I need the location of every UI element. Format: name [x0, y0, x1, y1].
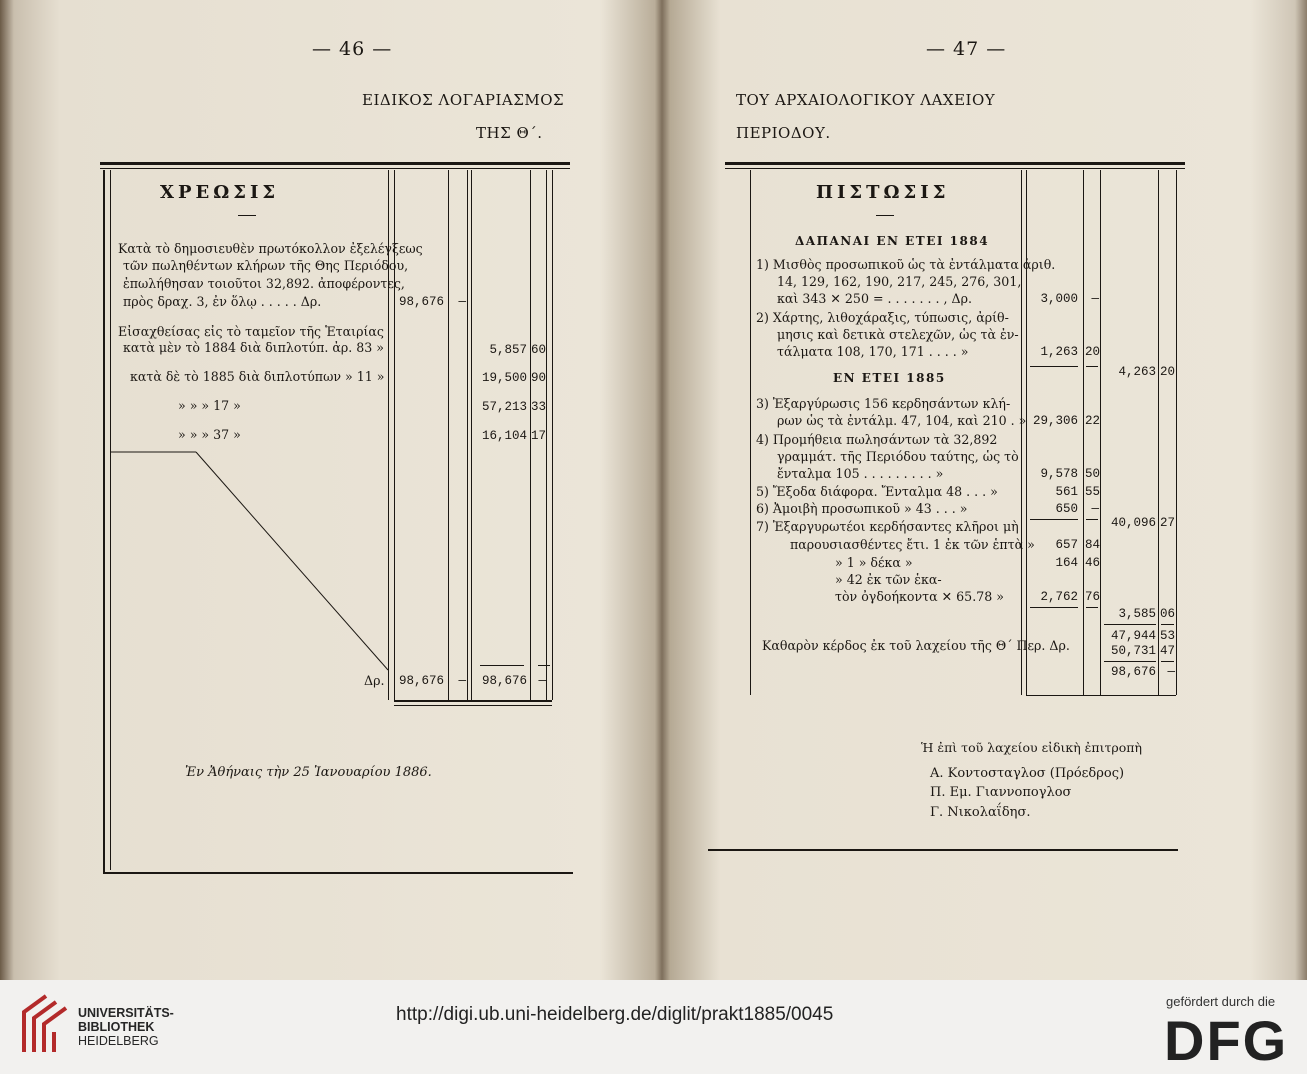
- entry3-line: κατὰ δὲ τὸ 1885 διὰ διπλοτύπων » 11 »: [130, 369, 385, 384]
- profit-label: Καθαρὸν κέρδος ἐκ τοῦ λαχείου τῆς Θ΄ Περ. Δρ.: [762, 638, 1070, 653]
- library-name-line3: HEIDELBERG: [78, 1034, 159, 1048]
- item6-dash: —: [1091, 502, 1099, 516]
- item2-cents: 20: [1085, 345, 1101, 359]
- left-section-title: ΧΡΕΩΣΙΣ: [160, 182, 280, 203]
- profit-amount: 50,731: [1110, 644, 1156, 658]
- item5-line: 5) Ἔξοδα διάφορα. Ἔνταλμα 48 . . . »: [756, 484, 998, 499]
- entry2-line2: κατὰ μὲν τὸ 1884 διὰ διπλοτύπ. ἀρ. 83 »: [123, 340, 385, 355]
- subheading-1885: ΕΝ ΕΤΕΙ 1885: [833, 371, 946, 385]
- subheading-1884: ΔΑΠΑΝΑΙ ΕΝ ΕΤΕΙ 1884: [795, 234, 990, 248]
- subtotal-1885: 40,096: [1110, 516, 1156, 530]
- total-left-dash: —: [458, 674, 466, 688]
- right-header-line1: ΤΟΥ ΑΡΧΑΙΟΛΟΓΙΚΟΥ ΛΑΧΕΙΟΥ: [736, 91, 996, 109]
- item4-line2: γραμμάτ. τῆς Περιόδου ταύτης, ὡς τὸ: [777, 449, 1019, 464]
- entry1-dash: —: [458, 295, 466, 309]
- grand-total-dash: —: [1167, 665, 1175, 679]
- entry2-line1: Εἰσαχθείσας εἰς τὸ ταμεῖον τῆς Ἑταιρίας: [118, 324, 384, 339]
- committee-member-1: Α. Κοντοσταγλοσ (Πρόεδρος): [930, 766, 1125, 781]
- entry4-amount: 57,213: [481, 400, 527, 414]
- library-name-line2: BIBLIOTHEK: [78, 1020, 155, 1034]
- item7-line3: » 1 » δέκα »: [835, 555, 913, 570]
- item1-line2: 14, 129, 162, 190, 217, 245, 276, 301,: [777, 274, 1022, 289]
- entry2-cents: 60: [531, 343, 547, 357]
- item1-line1: 1) Μισθὸς προσωπικοῦ ὡς τὰ ἐντάλματα ἀριθ.: [756, 257, 1056, 272]
- university-library-logo-icon: [16, 992, 74, 1056]
- item7-line5: τὸν ὀγδοήκοντα ✕ 65.78 »: [835, 589, 1004, 604]
- item1-line3: καὶ 343 ✕ 250 = . . . . . . . , Δρ.: [777, 291, 973, 306]
- item7-line4: » 42 ἐκ τῶν ἑκα-: [835, 572, 942, 587]
- item4-cents: 50: [1085, 467, 1101, 481]
- right-bottom-rule: [708, 849, 1178, 851]
- item3-line1: 3) Ἐξαργύρωσις 156 κερδησάντων κλή-: [756, 396, 1011, 411]
- item7c-amount: 2,762: [1040, 590, 1078, 604]
- subtotal-unclaimed: 3,585: [1118, 607, 1156, 621]
- item5-cents: 55: [1085, 485, 1101, 499]
- entry5-line: » » » 37 »: [178, 427, 241, 442]
- left-header-line2: ΤΗΣ Θ΄.: [476, 124, 543, 142]
- item2-amount: 1,263: [1040, 345, 1078, 359]
- total-right-dash: —: [538, 674, 546, 688]
- total-left: 98,676: [398, 674, 444, 688]
- footer-bar: [0, 980, 1307, 1074]
- left-top-rule: [100, 162, 570, 165]
- right-frame-border: [750, 170, 751, 695]
- item2-line2: μησις καὶ δετικὰ στελεχῶν, ὡς τὰ ἐν-: [777, 327, 1019, 342]
- profit-cents: 47: [1160, 644, 1176, 658]
- item6-line: 6) Ἀμοιβὴ προσωπικοῦ » 43 . . . »: [756, 501, 968, 516]
- entry5-cents: 17: [531, 429, 547, 443]
- item4-line1: 4) Προμήθεια πωλησάντων τὰ 32,892: [756, 432, 998, 447]
- entry3-cents: 90: [531, 371, 547, 385]
- library-name-line1: UNIVERSITÄTS-: [78, 1006, 174, 1020]
- item3-cents: 22: [1085, 414, 1101, 428]
- item3-amount: 29,306: [1032, 414, 1078, 428]
- item1-dash: —: [1091, 292, 1099, 306]
- sum-expenses: 47,944: [1110, 629, 1156, 643]
- total-label: Δρ.: [364, 673, 385, 688]
- source-url-link[interactable]: http://digi.ub.uni-heidelberg.de/diglit/prakt1885/0045: [396, 1004, 834, 1025]
- cancel-diagonal-line: [110, 440, 400, 680]
- right-header-line2: ΠΕΡΙΟΔΟΥ.: [736, 124, 831, 142]
- subtotal-1884: 4,263: [1118, 365, 1156, 379]
- item7b-cents: 46: [1085, 556, 1101, 570]
- subtotal-1885-cents: 27: [1160, 516, 1176, 530]
- entry4-line: » » » 17 »: [178, 398, 241, 413]
- right-section-title: ΠΙΣΤΩΣΙΣ: [816, 182, 950, 203]
- subtotal-1884-cents: 20: [1160, 365, 1176, 379]
- entry1-line2: τῶν πωληθέντων κλήρων τῆς Θης Περιόδου,: [123, 258, 409, 273]
- item7b-amount: 164: [1055, 556, 1078, 570]
- subtotal-unclaimed-cents: 06: [1160, 607, 1176, 621]
- item7a-cents: 84: [1085, 538, 1101, 552]
- item7-line1: 7) Ἐξαργυρωτέοι κερδήσαντες κλῆροι μὴ: [756, 519, 1019, 534]
- funded-by-text: gefördert durch die: [1166, 994, 1276, 1009]
- entry4-cents: 33: [531, 400, 547, 414]
- left-bottom-rule: [103, 872, 573, 874]
- total-right: 98,676: [481, 674, 527, 688]
- item4-line3: ἔνταλμα 105 . . . . . . . . . »: [777, 466, 944, 481]
- left-header-line1: ΕΙΔΙΚΟΣ ΛΟΓΑΡΙΑΣΜΟΣ: [362, 91, 565, 109]
- left-page-number: — 46 —: [312, 38, 393, 60]
- entry1-amount: 98,676: [398, 295, 444, 309]
- entry5-amount: 16,104: [481, 429, 527, 443]
- committee-member-3: Γ. Νικολαΐδησ.: [930, 805, 1031, 820]
- grand-total: 98,676: [1110, 665, 1156, 679]
- entry1-line1: Κατὰ τὸ δημοσιευθὲν πρωτόκολλον ἐξελέγξεως: [118, 241, 423, 256]
- right-top-rule: [725, 162, 1185, 165]
- item7c-cents: 76: [1085, 590, 1101, 604]
- item4-amount: 9,578: [1040, 467, 1078, 481]
- committee-member-2: Π. Εμ. Γιαννοπογλοσ: [930, 785, 1072, 800]
- item3-line2: ρων ὡς τὰ ἐντάλμ. 47, 104, καὶ 210 . »: [777, 413, 1027, 428]
- item2-line3: τάλματα 108, 170, 171 . . . . »: [777, 344, 969, 359]
- item1-amount: 3,000: [1040, 292, 1078, 306]
- entry1-line3: ἐπωλήθησαν τοιοῦτοι 32,892. ἀποφέροντες,: [123, 276, 405, 291]
- right-page-number: — 47 —: [926, 38, 1007, 60]
- item7-line2: παρουσιασθέντες ἔτι. 1 ἐκ τῶν ἑπτὰ »: [790, 537, 1035, 552]
- item6-amount: 650: [1055, 502, 1078, 516]
- left-frame-border: [103, 170, 105, 874]
- entry1-line4: πρὸς δραχ. 3, ἐν ὅλῳ . . . . . Δρ.: [123, 294, 322, 309]
- committee-title: Ἡ ἐπὶ τοῦ λαχείου εἰδικὴ ἐπιτροπὴ: [921, 740, 1142, 755]
- item7a-amount: 657: [1055, 538, 1078, 552]
- sum-expenses-cents: 53: [1160, 629, 1176, 643]
- item5-amount: 561: [1055, 485, 1078, 499]
- entry3-amount: 19,500: [481, 371, 527, 385]
- entry2-amount: 5,857: [489, 343, 527, 357]
- dfg-logo: DFG: [1164, 1009, 1289, 1072]
- item2-line1: 2) Χάρτης, λιθοχάραξις, τύπωσις, ἀρίθ-: [756, 310, 1009, 325]
- date-line: Ἐν Ἀθήναις τὴν 25 Ἰανουαρίου 1886.: [185, 765, 432, 780]
